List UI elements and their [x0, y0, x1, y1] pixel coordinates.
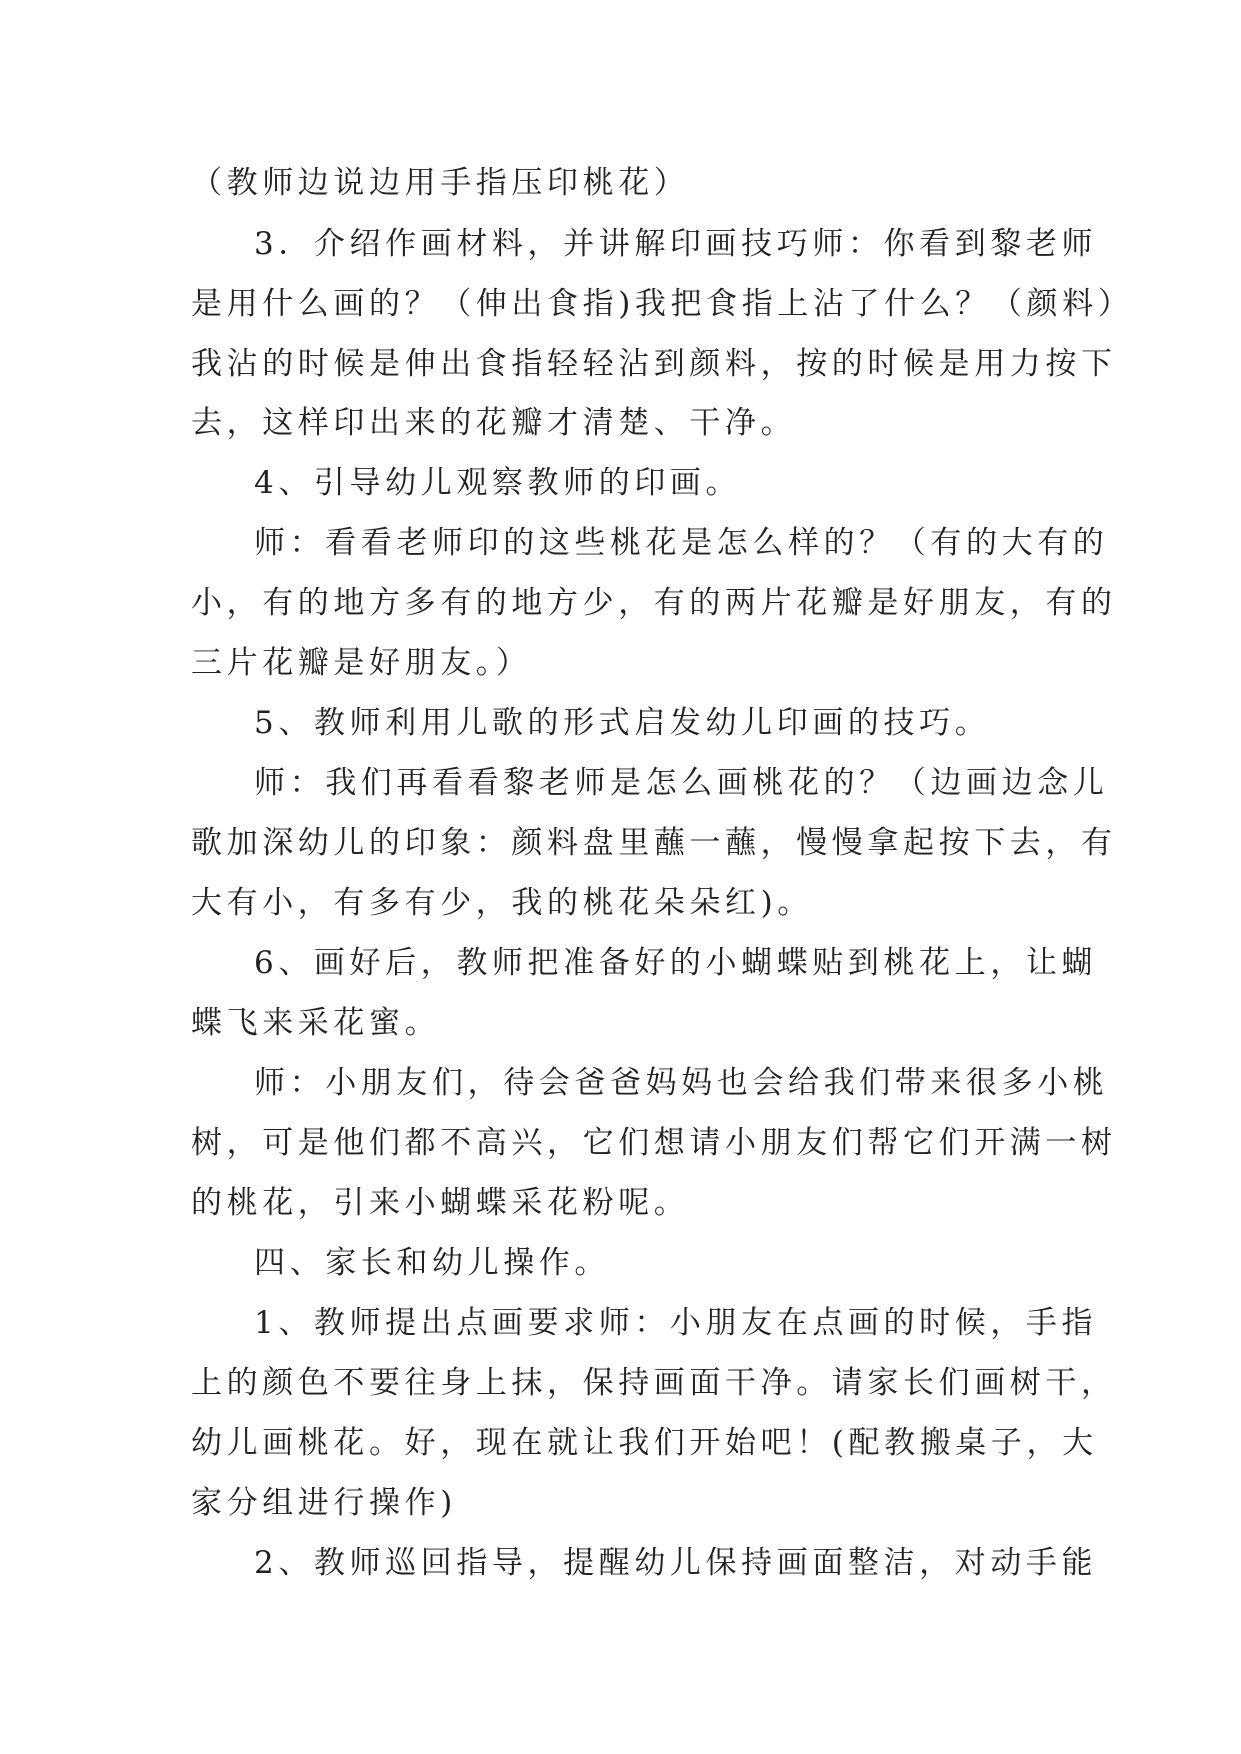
text-line: 1、教师提出点画要求师：小朋友在点画的时候，手指 [254, 1305, 1098, 1341]
text-line: 四、家长和幼儿操作。 [254, 1245, 610, 1281]
text-line: 5、教师利用儿歌的形式启发幼儿印画的技巧。 [254, 705, 991, 741]
text-line: 6、画好后，教师把准备好的小蝴蝶贴到桃花上，让蝴 [254, 945, 1098, 981]
text-line: 2、教师巡回指导，提醒幼儿保持画面整洁，对动手能 [254, 1545, 1098, 1581]
text-line: 大有小，有多有少，我的桃花朵朵红)。 [191, 885, 813, 921]
text-line: 三片花瓣是好朋友。） [191, 645, 532, 681]
text-line: 上的颜色不要往身上抹，保持画面干净。请家长们画树干， [191, 1365, 1117, 1401]
text-line: 歌加深幼儿的印象：颜料盘里蘸一蘸，慢慢拿起按下去，有 [191, 825, 1117, 861]
text-line: 我沾的时候是伸出食指轻轻沾到颜料，按的时候是用力按下 [191, 346, 1117, 382]
text-line: 幼儿画桃花。好，现在就让我们开始吧！(配教搬桌子，大 [191, 1425, 1098, 1461]
text-line: 小，有的地方多有的地方少，有的两片花瓣是好朋友，有的 [191, 585, 1117, 621]
text-line: 是用什么画的？（伸出食指)我把食指上沾了什么？（颜料） [191, 286, 1134, 322]
text-line: 去，这样印出来的花瓣才清楚、干净。 [191, 405, 797, 441]
text-line: 师：小朋友们，待会爸爸妈妈也会给我们带来很多小桃 [254, 1065, 1109, 1101]
text-line: 师：我们再看看黎老师是怎么画桃花的？（边画边念儿 [254, 765, 1109, 801]
text-line: （教师边说边用手指压印桃花） [191, 165, 690, 201]
text-line: 的桃花，引来小蝴蝶采花粉呢。 [191, 1185, 690, 1221]
text-line: 师：看看老师印的这些桃花是怎么样的？（有的大有的 [254, 525, 1109, 561]
text-line: 4、引导幼儿观察教师的印画。 [254, 465, 742, 501]
text-line: 蝶飞来采花蜜。 [191, 1005, 441, 1041]
text-line: 3．介绍作画材料，并讲解印画技巧师：你看到黎老师 [254, 226, 1098, 262]
text-line: 树，可是他们都不高兴，它们想请小朋友们帮它们开满一树 [191, 1125, 1117, 1161]
text-line: 家分组进行操作) [191, 1485, 457, 1521]
